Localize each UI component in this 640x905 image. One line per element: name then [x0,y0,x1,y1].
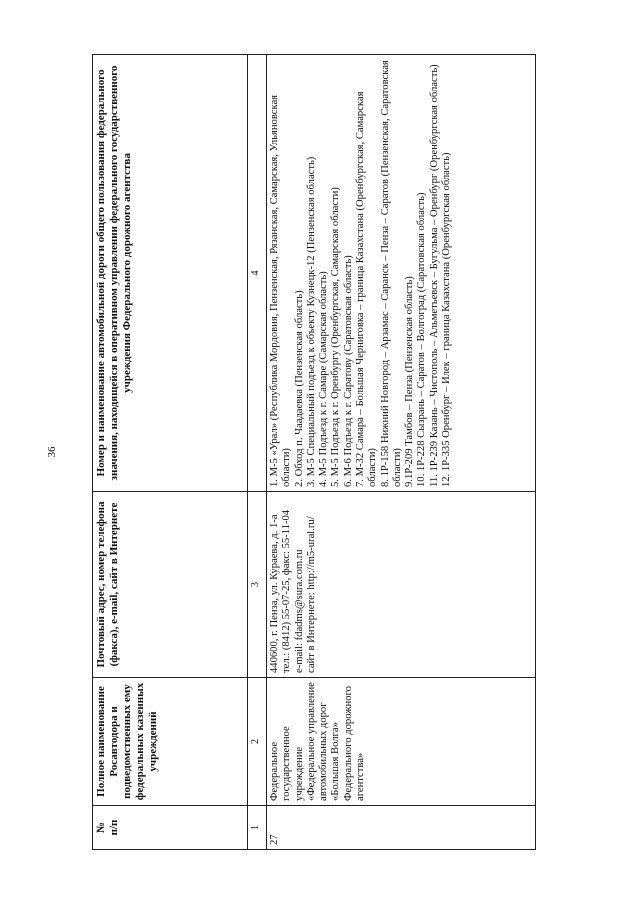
header-address [93,492,248,678]
organization-name: Федеральное государственное учреждение «Федеральное управление автомобильных дорог «Большая Волга» Федерального дорожного агентства» [267,678,536,806]
phone-line: тел.: (8412) 55-07-25, факс: 55-11-04 [281,509,293,673]
roads-list [269,59,453,487]
organizations-table [92,54,536,850]
road-item: 2. Обход п. Чаадаевка (Пензенская область) [293,290,305,487]
roads-list-cell [267,55,536,492]
organization-address [267,492,536,678]
page-number: 36 [46,446,58,458]
address-line: 440600, г. Пенза, ул. Кураева, д. 1-а [269,514,280,673]
table-header-row [93,55,248,850]
road-item: 3. М-5 Специальный подъезд к объекту Кузнецк-12 (Пензенская область) [305,156,317,487]
road-item: 4. М-5 Подъезд к г. Самаре (Самарская область) [318,271,330,487]
row-number: 27 [267,806,536,850]
email-line: e-mail: fdadms@sura.com.ru [293,549,305,673]
column-number-row [248,55,267,850]
road-item: 7. М-32 Самара – Большая Черниговка – граница Казахстана (Оренбургская, Самарская области) [354,91,379,487]
column-number: 3 [248,492,267,678]
header-number [93,806,248,850]
header-name [93,678,248,806]
road-item: 6. М-6 Подъезд к г. Саратову (Саратовская область) [342,255,354,487]
website-line: сайт в Интернете: http://m5-ural.ru/ [305,516,317,673]
column-number: 1 [248,806,267,850]
header-name-label: Полное наименование Росавтодора и подведомственных ему федеральных казенных учреждений [95,682,159,801]
header-roads [93,55,248,492]
road-item: 9.1Р-209 Тамбов – Пенза (Пензенская область) [404,276,416,487]
header-roads-label: Номер и наименование автомобильной дороги общего пользования федерального значения, находящейся в оперативном управлении федерального государственного учреждения Федерального дорожного агентства [95,65,133,481]
table-row [267,55,536,850]
column-number: 4 [248,55,267,492]
header-address-label: Почтовый адрес, номер телефона (факса), e-mail, сайт в Интернете [95,501,120,668]
road-item: 12. 1Р-335 Оренбург – Илек – граница Казахстана (Оренбургская область) [440,152,452,487]
road-item: 11. 1Р-239 Казань – Чистополь – Альметьевск – Бугульма – Оренбург (Оренбургская область) [428,64,440,487]
road-item: 1. М-5 «Урал» (Республика Мордовия, Пензенская, Рязанская, Самарская, Ульяновская области) [269,94,293,487]
road-item: 10. 1Р-228 Сызрань – Саратов – Волгоград (Саратовская область) [416,192,428,487]
rotated-table-container [92,54,536,850]
road-item: 5. М-5 Подъезд к г. Оренбургу (Оренбургская, Самарская области) [330,187,342,487]
road-item: 8. 1Р-158 Нижний Новгород – Арзамас – Саранск – Пенза – Саратов (Пензенская, Саратовская области) [379,60,403,487]
column-number: 2 [248,678,267,806]
header-number-label: № п/п [95,819,120,836]
